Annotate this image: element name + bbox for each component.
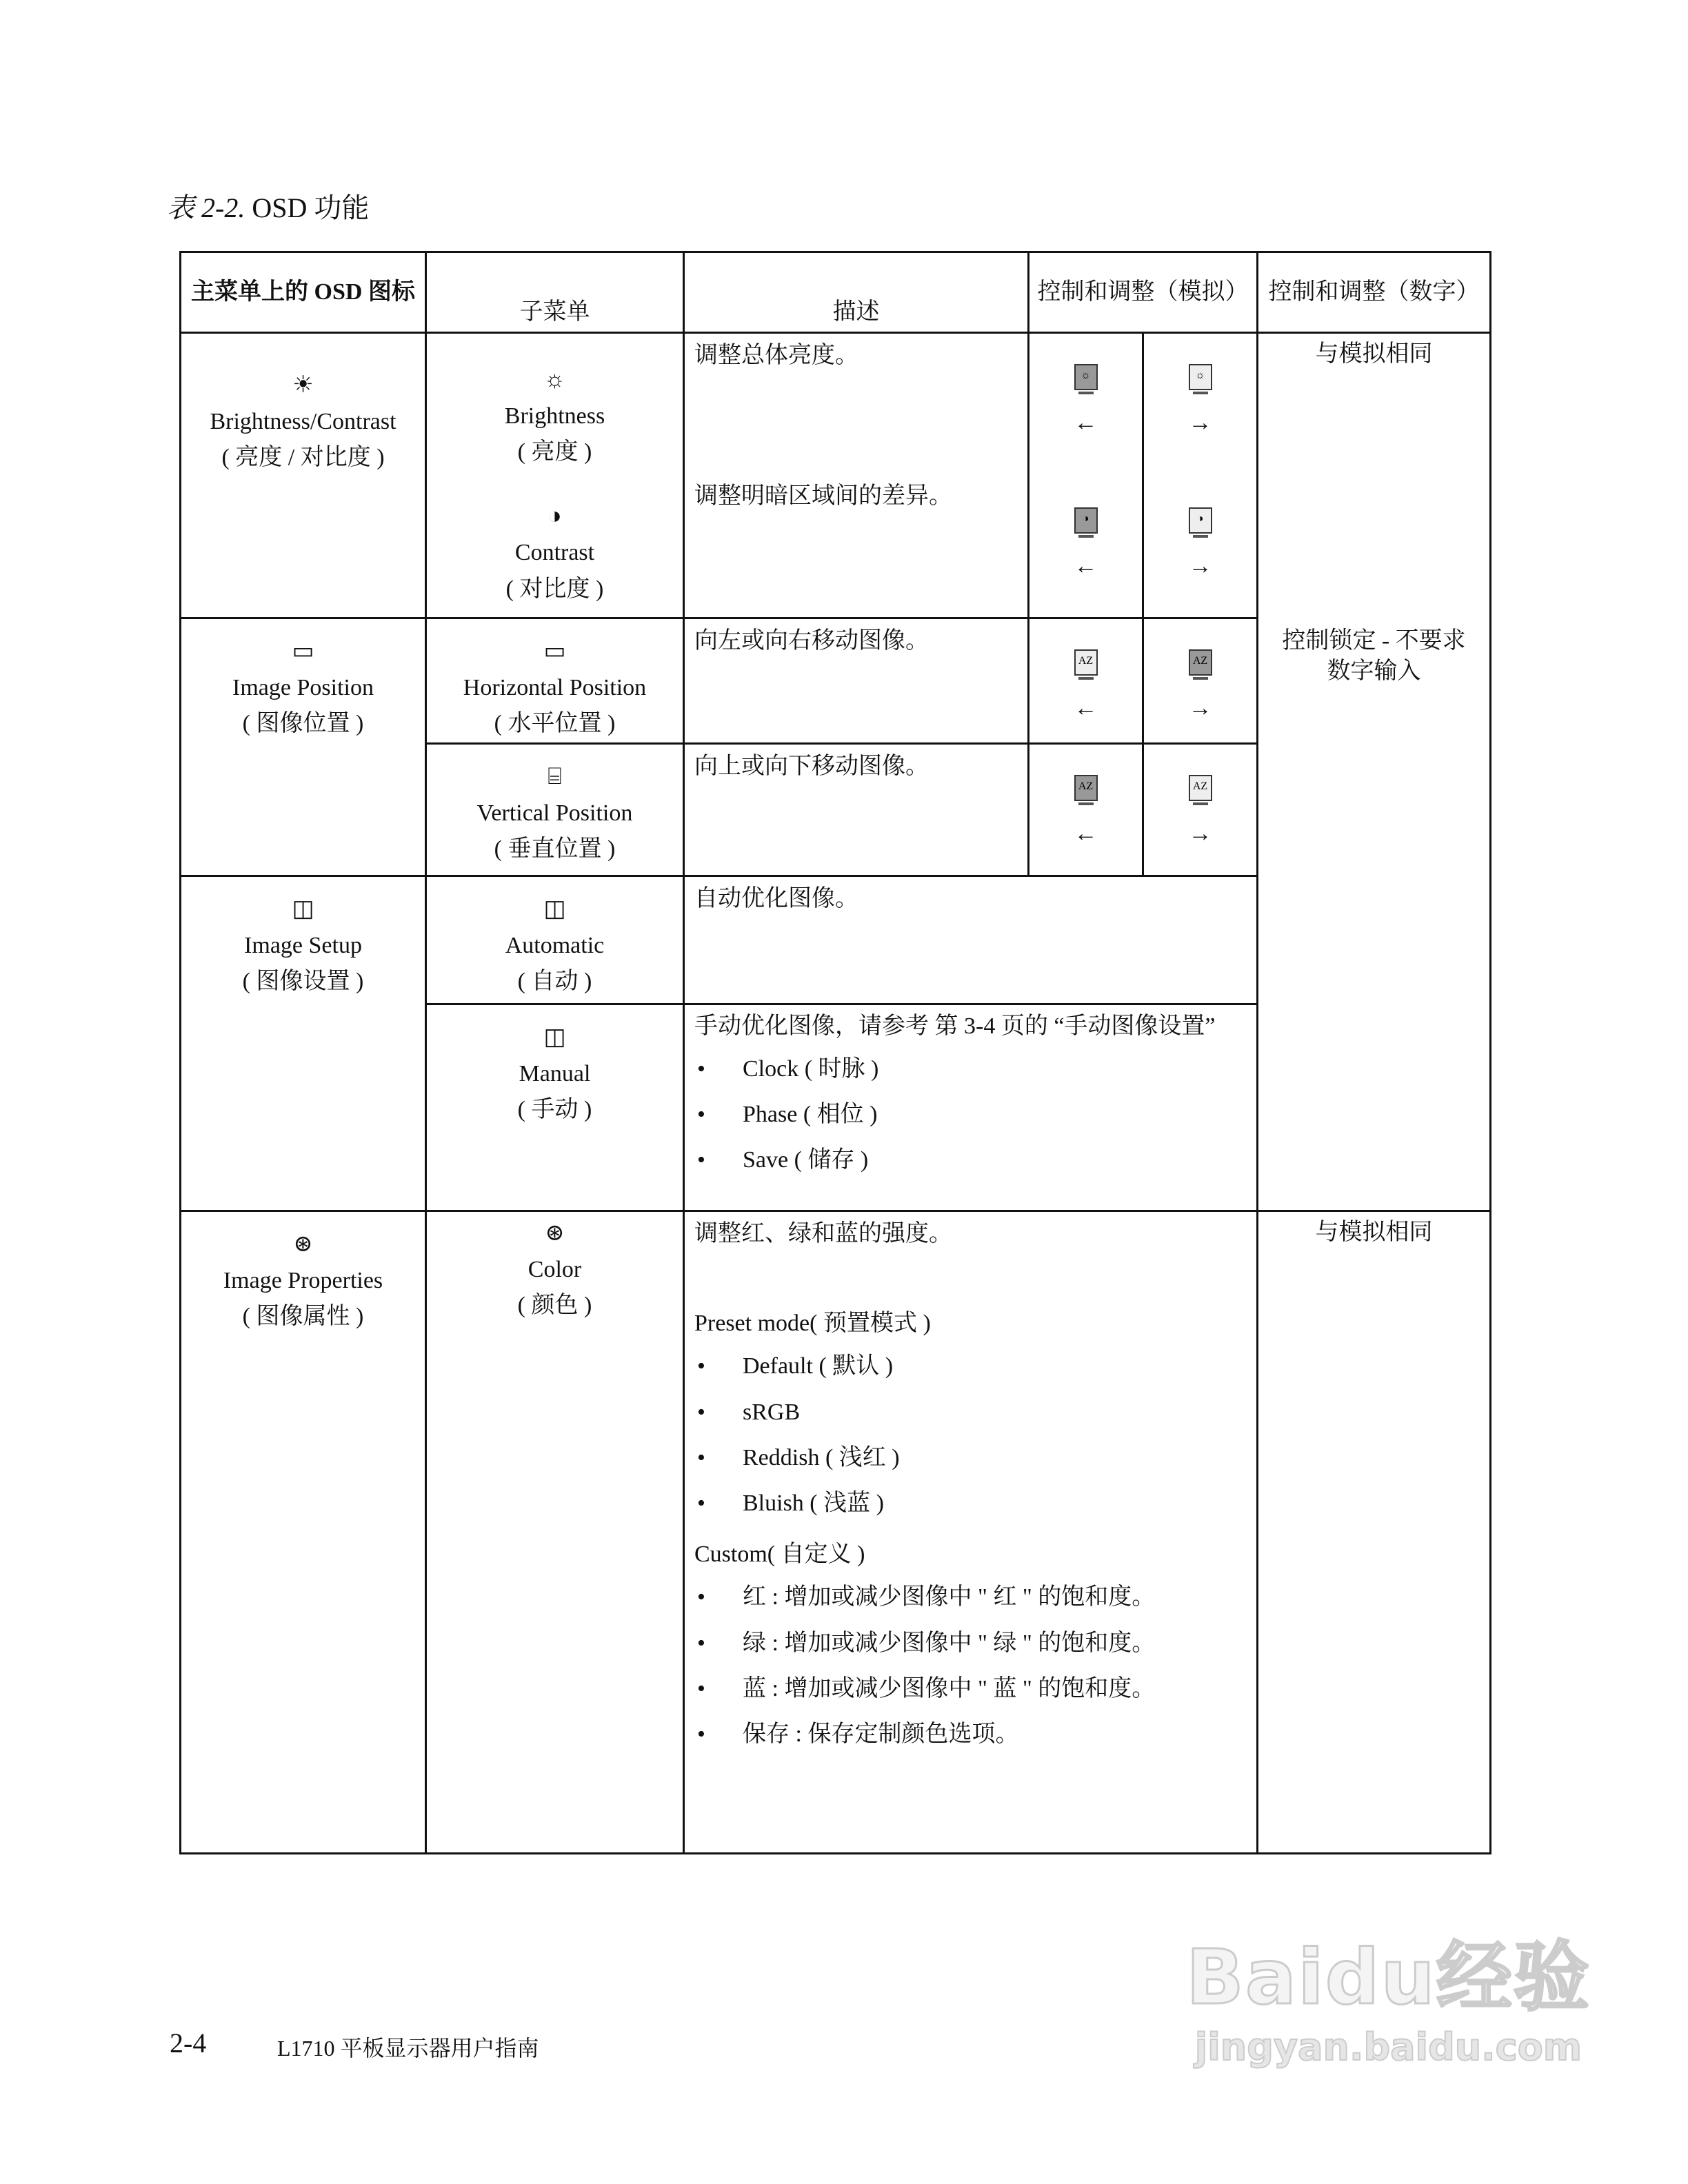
brightness-contrast-icon: ☀	[292, 372, 314, 398]
list-item: • Reddish ( 浅红 )	[697, 1444, 900, 1470]
horizontal-position-icon: ▭	[543, 638, 566, 664]
contrast-increase-icon: ◑	[1189, 507, 1212, 534]
digital-control-column: 与模拟相同 控制锁定 - 不要求数字输入	[1258, 333, 1491, 1211]
list-item: • sRGB	[697, 1399, 801, 1425]
image-properties-icon: ⊛	[293, 1231, 313, 1257]
list-item: • Default ( 默认 )	[697, 1353, 894, 1379]
table-row: ◫ Manual ( 手动 ) 手动优化图像，请参考 第 3-4 页的 “手动图像设置” • Clock ( 时脉 ) • Phase ( 相位 ) • Save ( 储存 )	[181, 1004, 1491, 1211]
table-row: ▭ Image Position ( 图像位置 ) ▭ Horizontal Position ( 水平位置 ) 向左或向右移动图像。 AZ ← AZ →	[181, 618, 1491, 744]
header-digital: 控制和调整（数字）	[1258, 252, 1491, 333]
automatic-icon: ◫	[543, 896, 566, 922]
header-description: 描述	[684, 252, 1029, 333]
move-right-icon: AZ	[1189, 649, 1212, 676]
brightness-decrease-icon: ☼	[1074, 364, 1098, 390]
header-analog: 控制和调整（模拟）	[1029, 252, 1258, 333]
list-item: • Bluish ( 浅蓝 )	[697, 1490, 884, 1516]
manual-icon: ◫	[543, 1024, 566, 1050]
page-number: 2-4	[170, 2028, 207, 2059]
contrast-decrease-icon: ◑	[1074, 507, 1098, 534]
baidu-watermark: Baidu经验 jingyan.baidu.com	[1186, 1933, 1591, 2069]
table-row: ◫ Image Setup ( 图像设置 ) ◫ Automatic ( 自动 ) 自动优化图像。	[181, 876, 1491, 1004]
image-position-icon: ▭	[292, 638, 314, 664]
brightness-increase-icon: ☼	[1189, 364, 1212, 390]
color-icon: ⊛	[545, 1220, 565, 1246]
move-left-icon: AZ	[1074, 649, 1098, 676]
list-item: • Save ( 储存 )	[697, 1146, 869, 1173]
vertical-position-icon: ⌸	[547, 764, 562, 789]
move-up-icon: AZ	[1189, 775, 1212, 801]
list-item: • 蓝 : 增加或减少图像中 " 蓝 " 的饱和度。	[697, 1675, 1156, 1701]
table-caption: 表 2-2. OSD 功能	[167, 192, 370, 223]
osd-functions-table	[179, 251, 1491, 1854]
contrast-icon: ◑	[547, 503, 562, 529]
brightness-icon: ☼	[543, 367, 566, 392]
list-item: • 绿 : 增加或减少图像中 " 绿 " 的饱和度。	[697, 1630, 1156, 1656]
table-row: ⌸ Vertical Position ( 垂直位置 ) 向上或向下移动图像。 AZ ← AZ →	[181, 744, 1491, 876]
list-item: • Phase ( 相位 )	[697, 1101, 878, 1127]
header-submenu: 子菜单	[426, 252, 684, 333]
table-row: ⊛ Image Properties ( 图像属性 ) ⊛ Color ( 颜色 ) 调整红、绿和蓝的强度。 Preset mode( 预置模式 ) • Default ( 默认 ) • sRGB • Reddish ( 浅红 ) • Bluish ( 浅蓝 ) Custom( 自定义 ) • 红 : 增加或减少图像中 " 红 " 的饱和度。 • 绿 : 增加或减少图像中 " 绿 " 的饱和度。 • 蓝 : 增加或减少图像中 " 蓝 " 的饱和度。 • 保存 : 保存定制颜色选项。 与模拟相同	[181, 1211, 1491, 1854]
table-header	[181, 252, 1491, 333]
image-setup-icon: ◫	[292, 896, 314, 922]
table-row: ☀ Brightness/Contrast ( 亮度 / 对比度 ) ☼ Brightness ( 亮度 ) ◑ Contrast ( 对比度 ) 调整总体亮度。 调整明暗区域间的差异。 ☼ ← ◑ ← ☼ → ◑ → 与模拟相同 控制锁定 - 不要求数字输入	[181, 333, 1491, 618]
list-item: • 红 : 增加或减少图像中 " 红 " 的饱和度。	[697, 1584, 1156, 1610]
list-item: • Clock ( 时脉 )	[697, 1055, 879, 1082]
header-main-icon: 主菜单上的 OSD 图标	[181, 252, 426, 333]
footer-title: L1710 平板显示器用户指南	[277, 2036, 539, 2061]
list-item: • 保存 : 保存定制颜色选项。	[697, 1721, 1019, 1747]
move-down-icon: AZ	[1074, 775, 1098, 801]
